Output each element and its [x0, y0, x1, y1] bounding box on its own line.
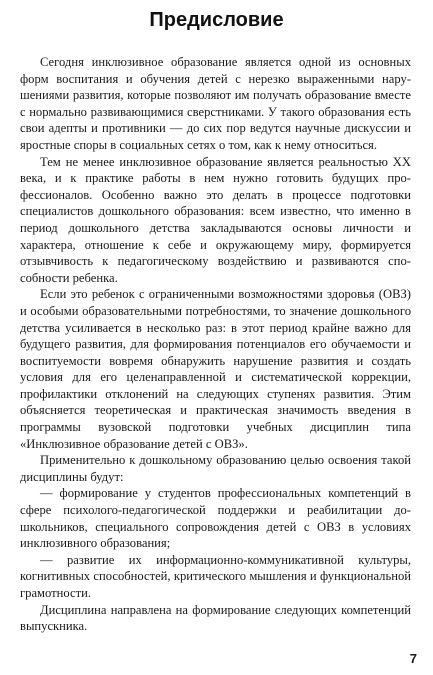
- paragraph-2: Тем не менее инклюзивное образование является реальностью XX века, и к практике работы в нем нужно готовить будущих профессионалов. Особенно важно это делать в процессе подготовки специалистов дошкольного образования: всем известно, что именно в период дошкольного детства закладываются основы личности и характера, отношение к себе и окружающему миру, формируется отзывчивость к педагогическому воздействию и развиваются способности ребенка.: [20, 154, 411, 285]
- paragraph-1: Сегодня инклюзивное образование является одной из основных форм воспитания и обучения детей с нерезко выраженными нарушениями развития, которые позволяют им получать образование вместе с нормально развивающимися сверстниками. У такого образования есть свои адепты и противники — до сих пор ведутся научные дискуссии и яростные споры в социальных сетях о том, как к нему относиться.: [20, 55, 411, 152]
- page-body: [20, 54, 411, 635]
- paragraph-3: Если это ребенок с ограниченными возможностями здоровья (ОВЗ) и особыми образовательными потребностями, то значение дошкольного детства усиливается в несколько раз: в этот период крайне важно для будущего развития, для формирования потенциалов его обучаемости и воспитуемости вовремя обнаружить нарушение развития и создать условия для его целенаправленной и систематической коррекции, профилактики отклонений на следующих ступенях развития. Этим объясняется теоретическая и практическая значимость введения в программы вузовской подготовки учебных дисциплин типа «Инклюзивное образование детей с ОВЗ».: [20, 287, 411, 451]
- page-number: 7: [409, 651, 417, 666]
- paragraph-4: Применительно к дошкольному образованию целью освоения такой дисциплины будут:: [20, 453, 411, 484]
- list-item-1: — формирование у студентов профессиональных компетенций в сфере психолого-педагогической поддержки и реабилитации дошкольников, специального сопровождения детей с ОВЗ в условиях инклюзивного образования;: [20, 486, 411, 551]
- paragraph-5: Дисциплина направлена на формирование следующих компетенций выпускника.: [20, 602, 411, 634]
- page-title: Предисловие: [149, 9, 284, 31]
- list-item-2: — развитие их информационно-коммуникативной культуры, когнитивных способностей, критического мышления и функциональной грамотности.: [20, 552, 411, 600]
